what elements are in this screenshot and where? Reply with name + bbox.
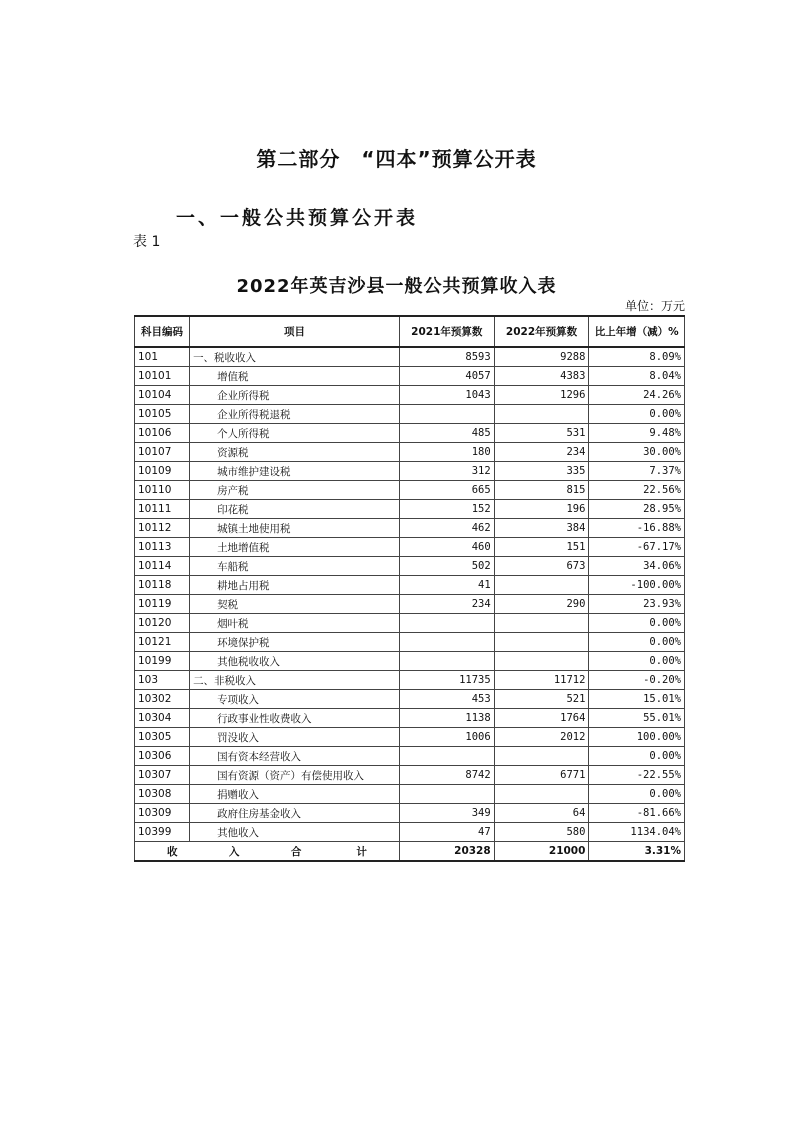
subject-code-cell: 10302	[135, 690, 190, 709]
table-row	[135, 766, 685, 785]
budget-2022-cell: 4383	[494, 367, 589, 386]
table-row	[135, 367, 685, 386]
budget-2021-cell	[399, 652, 494, 671]
table-row	[135, 557, 685, 576]
table-row	[135, 481, 685, 500]
subject-code-cell: 10305	[135, 728, 190, 747]
table-row	[135, 823, 685, 842]
item-name-cell: 其他收入	[190, 823, 400, 842]
budget-2021-cell: 41	[399, 576, 494, 595]
subject-code-cell: 10101	[135, 367, 190, 386]
budget-2021-cell: 1043	[399, 386, 494, 405]
total-label	[135, 842, 400, 862]
budget-2022-cell	[494, 747, 589, 766]
change-percent-cell: 30.00%	[589, 443, 685, 462]
item-name-cell: 资源税	[190, 443, 400, 462]
table-row	[135, 405, 685, 424]
item-name-cell: 印花税	[190, 500, 400, 519]
total-2021: 20328	[399, 842, 494, 862]
total-2022: 21000	[494, 842, 589, 862]
item-name-cell: 罚没收入	[190, 728, 400, 747]
budget-2021-cell: 234	[399, 595, 494, 614]
budget-2021-cell: 453	[399, 690, 494, 709]
budget-2022-cell	[494, 405, 589, 424]
change-percent-cell: 28.95%	[589, 500, 685, 519]
budget-2021-cell	[399, 614, 494, 633]
subject-code-cell: 10109	[135, 462, 190, 481]
budget-2021-cell: 485	[399, 424, 494, 443]
change-percent-cell: 7.37%	[589, 462, 685, 481]
table-row	[135, 614, 685, 633]
table-row	[135, 595, 685, 614]
change-percent-cell: 8.09%	[589, 347, 685, 367]
budget-2021-cell: 47	[399, 823, 494, 842]
change-percent-cell: -22.55%	[589, 766, 685, 785]
item-name-cell: 企业所得税退税	[190, 405, 400, 424]
change-percent-cell: 0.00%	[589, 633, 685, 652]
table-row	[135, 633, 685, 652]
budget-2022-cell: 521	[494, 690, 589, 709]
subject-code-cell: 10113	[135, 538, 190, 557]
subject-code-cell: 10121	[135, 633, 190, 652]
budget-2022-cell: 2012	[494, 728, 589, 747]
item-name-cell: 烟叶税	[190, 614, 400, 633]
budget-2022-cell: 335	[494, 462, 589, 481]
table-row	[135, 347, 685, 367]
budget-2021-cell	[399, 405, 494, 424]
total-label-char: 收	[167, 845, 178, 858]
budget-2022-cell: 64	[494, 804, 589, 823]
budget-2021-cell: 665	[399, 481, 494, 500]
change-percent-cell: 24.26%	[589, 386, 685, 405]
subject-code-cell: 10111	[135, 500, 190, 519]
table-row	[135, 804, 685, 823]
budget-2021-cell: 462	[399, 519, 494, 538]
item-name-cell: 耕地占用税	[190, 576, 400, 595]
item-name-cell: 车船税	[190, 557, 400, 576]
change-percent-cell: 0.00%	[589, 785, 685, 804]
budget-2022-cell: 11712	[494, 671, 589, 690]
table-row	[135, 443, 685, 462]
budget-2022-cell: 6771	[494, 766, 589, 785]
item-name-cell: 企业所得税	[190, 386, 400, 405]
table-row	[135, 462, 685, 481]
table-row	[135, 652, 685, 671]
item-name-cell: 二、非税收入	[190, 671, 400, 690]
budget-2021-cell: 180	[399, 443, 494, 462]
budget-2021-cell: 8742	[399, 766, 494, 785]
change-percent-cell: 0.00%	[589, 614, 685, 633]
item-name-cell: 国有资本经营收入	[190, 747, 400, 766]
item-name-cell: 增值税	[190, 367, 400, 386]
table-row	[135, 576, 685, 595]
change-percent-cell: 0.00%	[589, 747, 685, 766]
change-percent-cell: -0.20%	[589, 671, 685, 690]
subject-code-cell: 10306	[135, 747, 190, 766]
budget-2022-cell	[494, 633, 589, 652]
budget-2021-cell: 4057	[399, 367, 494, 386]
subject-code-cell: 10307	[135, 766, 190, 785]
table-row	[135, 747, 685, 766]
budget-2021-cell	[399, 785, 494, 804]
budget-2022-cell: 580	[494, 823, 589, 842]
budget-2022-cell: 1764	[494, 709, 589, 728]
budget-2022-cell	[494, 785, 589, 804]
subject-code-cell: 10399	[135, 823, 190, 842]
table-number: 表 1	[133, 234, 161, 250]
item-name-cell: 城镇土地使用税	[190, 519, 400, 538]
change-percent-cell: 100.00%	[589, 728, 685, 747]
subject-code-cell: 10107	[135, 443, 190, 462]
item-name-cell: 行政事业性收费收入	[190, 709, 400, 728]
subject-code-cell: 10104	[135, 386, 190, 405]
budget-2021-cell: 11735	[399, 671, 494, 690]
table-row	[135, 690, 685, 709]
table-row	[135, 785, 685, 804]
change-percent-cell: 22.56%	[589, 481, 685, 500]
budget-2022-cell: 1296	[494, 386, 589, 405]
change-percent-cell: 8.04%	[589, 367, 685, 386]
item-name-cell: 国有资源（资产）有偿使用收入	[190, 766, 400, 785]
change-percent-cell: 23.93%	[589, 595, 685, 614]
budget-2021-cell	[399, 747, 494, 766]
item-name-cell: 其他税收收入	[190, 652, 400, 671]
subject-code-cell: 10110	[135, 481, 190, 500]
header-item: 项目	[190, 316, 400, 347]
subject-code-cell: 10304	[135, 709, 190, 728]
budget-2021-cell: 152	[399, 500, 494, 519]
part-title: 第二部分 “四本”预算公开表	[256, 147, 537, 171]
budget-2021-cell: 349	[399, 804, 494, 823]
change-percent-cell: 9.48%	[589, 424, 685, 443]
table-row	[135, 386, 685, 405]
budget-2022-cell: 234	[494, 443, 589, 462]
item-name-cell: 一、税收收入	[190, 347, 400, 367]
item-name-cell: 专项收入	[190, 690, 400, 709]
table-row	[135, 728, 685, 747]
change-percent-cell: 1134.04%	[589, 823, 685, 842]
subject-code-cell: 10120	[135, 614, 190, 633]
header-code: 科目编码	[135, 316, 190, 347]
budget-2022-cell	[494, 652, 589, 671]
total-change: 3.31%	[589, 842, 685, 862]
budget-2021-cell: 460	[399, 538, 494, 557]
subject-code-cell: 10199	[135, 652, 190, 671]
table-row	[135, 500, 685, 519]
table-row	[135, 519, 685, 538]
item-name-cell: 捐赠收入	[190, 785, 400, 804]
change-percent-cell: 0.00%	[589, 405, 685, 424]
total-label-char: 合	[290, 845, 302, 858]
table-title: 2022年英吉沙县一般公共预算收入表	[236, 276, 557, 297]
section-title: 一、一般公共预算公开表	[176, 207, 419, 229]
subject-code-cell: 10114	[135, 557, 190, 576]
item-name-cell: 城市维护建设税	[190, 462, 400, 481]
total-label-char: 计	[356, 845, 367, 858]
budget-2021-cell	[399, 633, 494, 652]
total-row	[135, 842, 685, 862]
budget-2022-cell: 290	[494, 595, 589, 614]
unit-label: 单位：万元	[624, 299, 685, 313]
budget-2021-cell: 1006	[399, 728, 494, 747]
subject-code-cell: 10308	[135, 785, 190, 804]
table-row	[135, 671, 685, 690]
table-header-row	[135, 316, 685, 347]
budget-2022-cell: 196	[494, 500, 589, 519]
header-2021: 2021年预算数	[399, 316, 494, 347]
change-percent-cell: 55.01%	[589, 709, 685, 728]
change-percent-cell: -100.00%	[589, 576, 685, 595]
budget-2022-cell: 384	[494, 519, 589, 538]
subject-code-cell: 10112	[135, 519, 190, 538]
budget-2021-cell: 502	[399, 557, 494, 576]
header-change: 比上年增（减）%	[589, 316, 685, 347]
budget-2022-cell: 673	[494, 557, 589, 576]
budget-2021-cell: 8593	[399, 347, 494, 367]
item-name-cell: 房产税	[190, 481, 400, 500]
total-label-char: 入	[228, 845, 240, 858]
item-name-cell: 个人所得税	[190, 424, 400, 443]
subject-code-cell: 10309	[135, 804, 190, 823]
subject-code-cell: 10119	[135, 595, 190, 614]
budget-2022-cell: 9288	[494, 347, 589, 367]
item-name-cell: 政府住房基金收入	[190, 804, 400, 823]
budget-table	[134, 315, 685, 862]
table-row	[135, 538, 685, 557]
table-body	[135, 347, 685, 842]
budget-2022-cell: 531	[494, 424, 589, 443]
item-name-cell: 契税	[190, 595, 400, 614]
header-2022: 2022年预算数	[494, 316, 589, 347]
change-percent-cell: 34.06%	[589, 557, 685, 576]
budget-2021-cell: 312	[399, 462, 494, 481]
table-row	[135, 709, 685, 728]
subject-code-cell: 10118	[135, 576, 190, 595]
change-percent-cell: 15.01%	[589, 690, 685, 709]
item-name-cell: 土地增值税	[190, 538, 400, 557]
budget-2022-cell	[494, 614, 589, 633]
table-row	[135, 424, 685, 443]
subject-code-cell: 10106	[135, 424, 190, 443]
change-percent-cell: -81.66%	[589, 804, 685, 823]
change-percent-cell: 0.00%	[589, 652, 685, 671]
budget-2022-cell: 151	[494, 538, 589, 557]
subject-code-cell: 101	[135, 347, 190, 367]
budget-2022-cell	[494, 576, 589, 595]
subject-code-cell: 103	[135, 671, 190, 690]
budget-2021-cell: 1138	[399, 709, 494, 728]
item-name-cell: 环境保护税	[190, 633, 400, 652]
budget-2022-cell: 815	[494, 481, 589, 500]
subject-code-cell: 10105	[135, 405, 190, 424]
change-percent-cell: -16.88%	[589, 519, 685, 538]
change-percent-cell: -67.17%	[589, 538, 685, 557]
